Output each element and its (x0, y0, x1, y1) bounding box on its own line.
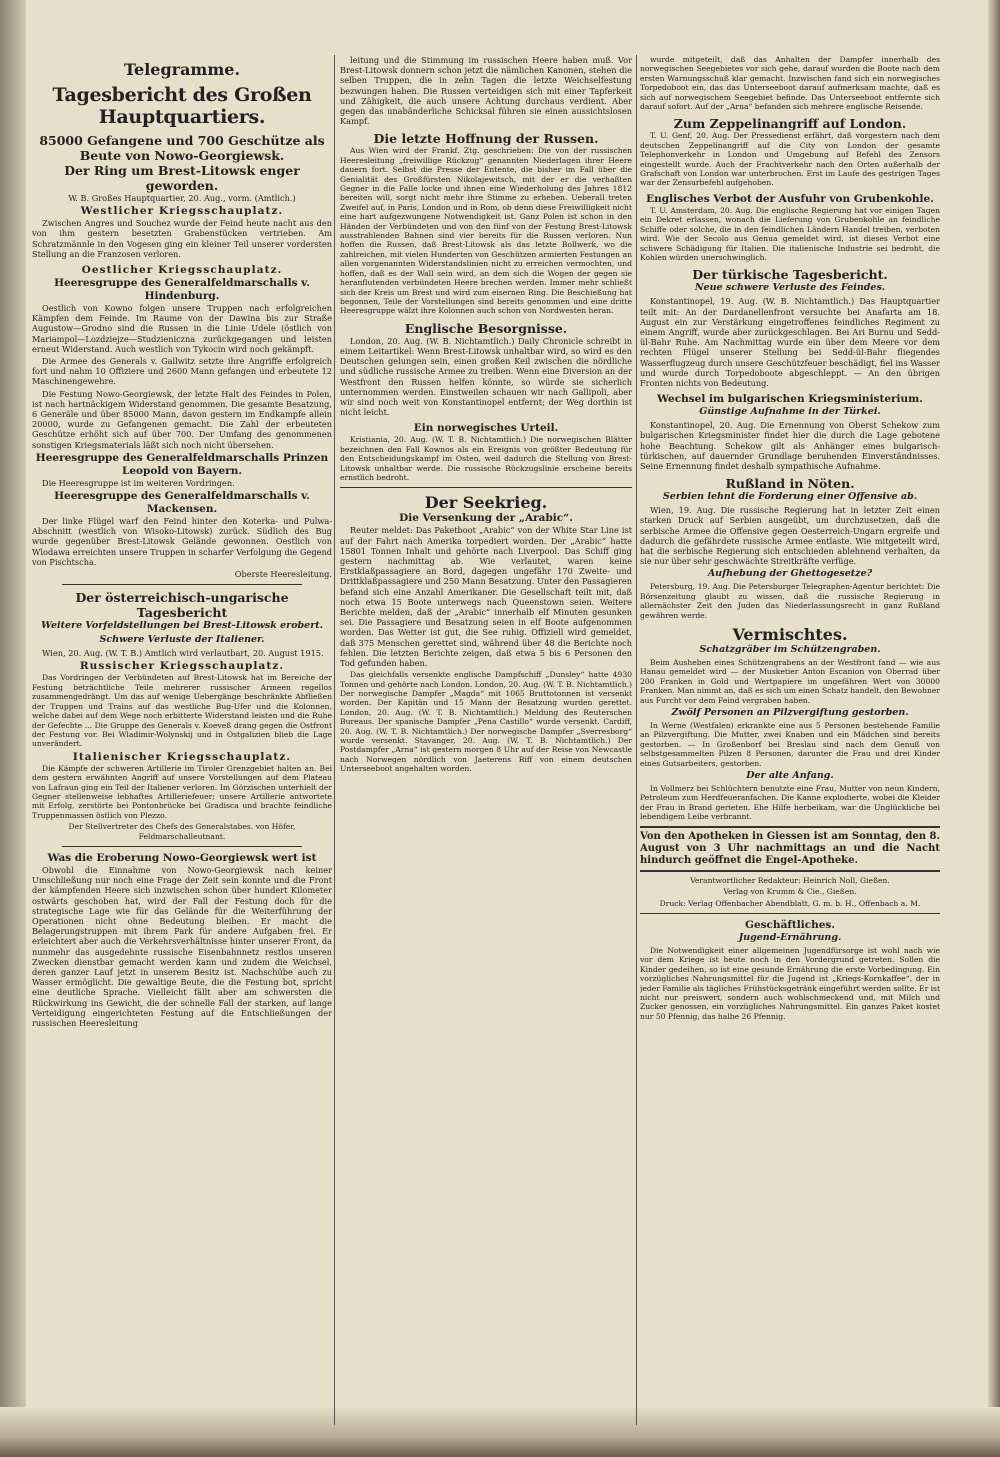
group-heading: Heeresgruppe des Generalfeldmarschalls Prinzen Leopold von Bayern. (35, 451, 329, 477)
subheadline: Neue schwere Verluste des Feindes. (694, 282, 886, 294)
headline: Ein norwegisches Urteil. (413, 422, 559, 435)
section-heading: Westlicher Kriegsschauplatz. (80, 205, 284, 218)
article-text: Konstantinopel, 20. Aug. Die Ernennung von Oberst Schekow zum bulgarischen Kriegsminister findet hier die durch die Lage gebotene hohe Beachtung. Schekow gilt als Anhänger eines bulgarisch-türkischen, auf dauernder Grundlage beruhenden Einverständnisses. Seine Ernennung findet deshalb sympathische Aufnahme. (640, 420, 940, 471)
article-text: In Vollmerz bei Schlüchtern benutzte eine Frau, Mutter von neun Kindern, Petroleum zum Herdfeueranfachen. Die Kanne explodierte, wobei die Kleider der Frau in Brand gerieten. Ehe Hilfe herbeikam, war die Unglückliche bei lebendigem Leibe verbrannt. (640, 784, 940, 822)
section-title: Der Seekrieg. (424, 493, 548, 513)
section-heading: Russischer Kriegsschauplatz. (79, 660, 285, 673)
group-heading: Heeresgruppe des Generalfeldmarschalls v. Hindenburg. (54, 277, 310, 303)
article-text: Zwischen Angres und Souchez wurde der Feind heute nacht aus den von ihm gestern besetzten Grabenstücken vertrieben. Am Schratzmännle in den Vogesen ging ein kleiner Teil unserer vordersten Stellung an die Franzosen verloren. (32, 218, 332, 259)
article-text: Die Heeresgruppe ist im weiteren Vordringen. (42, 477, 235, 488)
article-text: T. U. Amsterdam, 20. Aug. Die englische Regierung hat vor einigen Tagen ein Dekret erlassen, wonach die Lieferung von Grubenkohle an feindliche Schiffe oder solche, die in den feindlichen Ländern Handel treiben, verboten wird. Wie der Secolo aus Genua gemeldet wird, ist dieses Verbot eine schwere Schädigung für Italien. Die italienische Industrie sei bedroht, die Kohlen würden unerschwinglich. (640, 205, 940, 262)
imprint-line: Verlag von Krumm & Cie., Gießen. (723, 887, 857, 897)
page-edge (988, 0, 1000, 1457)
headline: Was die Eroberung Nowo-Georgiewsk wert ist (47, 851, 317, 864)
subheadline: Der Ring um Brest-Litowsk enger geworden. (64, 163, 300, 193)
column-3 (640, 55, 940, 1435)
article-text: T. U. Genf, 20. Aug. Der Pressedienst erfährt, daß vorgestern nach dem deutschen Zeppelinangriff auf die City von London der gesamte Telephonverkehr in London und Umgebung auf Befehl des Zensors eingestellt wurde. Auch der Frachtverkehr nach den Orten außerhalb der Grafschaft von London war unterbrochen. Erst im Laufe des gestrigen Tages war der Zensurbefehl aufgehoben. (640, 131, 940, 188)
article-text: leitung und die Stimmung im russischen Heere haben muß. Vor Brest-Litowsk donnern schon jetzt die nämlichen Kanonen, stehen die selben Truppen, die in zehn Tagen die letzte Weichselfestung bezwungen haben. Die Russen verteidigen sich mit einer Tapferkeit und Zähigkeit, die auch unsere Achtung durchaus verdient. Aber gegen das unabänderliche Schicksal führen sie einen aussichtslosen Kampf. (340, 55, 632, 127)
article-text: Beim Ausheben eines Schützengrabens an der Westfront fand — wie aus Hanau gemeldet wird — der Musketier Anton Escanion von Oberrad über 200 Franken in Gold und Wertpapiere im ungefähren Wert von 30000 Franken. Man nimmt an, daß es sich um einen Schatz handelt, den Bewohner aus Furcht vor dem Feind vergraben haben. (640, 658, 940, 705)
imprint-line: Druck: Verlag Offenbacher Abendblatt, G. m. b. H., Offenbach a. M. (659, 898, 921, 908)
article-text: Der linke Flügel warf den Feind hinter den Koterka- und Pulwa-Abschnitt (westlich von Wisoko-Litowsk) zurück. Südlich des Bug wurde gegenüber Brest-Litowsk Gelände gewonnen. Oestlich von Wlodawa erreichten unsere Truppen in scharfer Verfolgung die Gegend von Pischtscha. (32, 516, 332, 567)
article-text: Die Kämpfe der schweren Artillerie im Tiroler Grenzgebiet halten an. Bei dem gestern erwähnten Angriff auf unsere Vorstellungen auf dem Plateau von Lafraun ging ein Teil der Italiener verloren. Im Görzischen unterhielt der Gegner stellenweise lebhaftes Artilleriefeuer; unsere Artillerie antwortete mit Erfolg, zerstörte bei Pontonbrücke bei Gradisca und brachte feindliche Truppenmassen östlich von Plezzo. (32, 763, 332, 820)
signature: Oberste Heeresleitung. (234, 569, 332, 580)
section-title: Vermischtes. (732, 625, 848, 644)
subheadline: Zwölf Personen an Pilzvergiftung gestorben. (671, 707, 909, 719)
article-text: Petersburg, 19. Aug. Die Petersburger Telegraphen-Agentur berichtet: Die Börsenzeitung glaubt zu wissen, daß die russische Regierung in allernächster Zeit den Juden das Niederlassungsrecht in ganz Rußland gewähren werde. (640, 582, 940, 620)
article-text: Das Vordringen der Verbündeten auf Brest-Litowsk hat im Bereiche der Festung beträchtliche Teile mehrerer russischer Armeen regellos zusammengedrängt. Um das auf wenige Uebergänge beschränkte Abfließen der Truppen und Trains auf das westliche Bug-Ufer und die Kolonnen, welche dabei auf dem Wege noch erbitterte Widerstand leisten und die Ruhe der Gefechte ... Die Gruppe des Generals v. Koeveß drang gegen die Ostfront der Festung vor. Bei Wladimir-Wolynskij und in Ostgalizien blieb die Lage unverändert. (32, 673, 332, 749)
subheadline: Schatzgräber im Schützengraben. (699, 644, 881, 655)
section-title: Telegramme. (123, 60, 241, 79)
column-2 (340, 55, 632, 1445)
section-heading: Italienischer Kriegsschauplatz. (72, 750, 292, 763)
article-text: Die Festung Nowo-Georgiewsk, der letzte Halt des Feindes in Polen, ist nach hartnäckigem Widerstand genommen. Die gesamte Besatzung, 6 Generäle und über 85000 Mann, davon gestern im Endkampfe allein 20000, wurde zu Gefangenen gemacht. Die Zahl der erbeuteten Geschütze erhöht sich auf über 700. Der Umfang des genommenen sonstigen Kriegsmaterials läßt sich noch nicht übersehen. (32, 388, 332, 450)
article-text: Das gleichfalls versenkte englische Dampfschiff „Dunsley“ hatte 4930 Tonnen und gehörte nach London. London, 20. Aug. (W. T. B. Nichtamtlich.) Der norwegische Dampfer „Magda“ mit 1065 Bruttotonnen ist versenkt worden. Der Kapitän und 15 Mann der Besatzung wurden gerettet. London, 20. Aug. (W. T. B. Nichtamtlich.) Meldung des Reuterschen Bureaus. Der spanische Dampfer „Pena Castillo“ wurde versenkt. Cardiff, 20. Aug. (W. T. B. Nichtamtlich.) Der norwegische Dampfer „Sverresborg“ wurde versenkt. Stavanger, 20. Aug. (W. T. B. Nichtamtlich.) Der Postdampfer „Arna“ ist gestern morgen 8 Uhr auf der Reise von Newcastle nach Norwegen nördlich von Jaeterens Riff von einem deutschen Unterseeboot angehalten worden. (340, 670, 632, 774)
headline: Der türkische Tagesbericht. (692, 267, 888, 283)
imprint-line: Verantwortlicher Redakteur: Heinrich Noll, Gießen. (690, 875, 890, 885)
article-text: Wien, 19. Aug. Die russische Regierung hat in letzter Zeit einen starken Druck auf Serbien ausgeübt, um durchzusetzen, daß die serbische Armee die Offensive gegen Oesterreich-Ungarn ergreife und dadurch die gefährdete russische Armee entlaste. Wie mitgeteilt wird, hat die serbische Regierung sich entschieden ablehnend verhalten, da sie nur über sehr geschwächte Streitkräfte verfüge. (640, 505, 940, 567)
subheadline: Schwere Verluste der Italiener. (99, 634, 265, 646)
headline: Englisches Verbot der Ausfuhr von Grubenkohle. (646, 192, 934, 205)
article-text: Aus Wien wird der Frankf. Ztg. geschrieben: Die von der russischen Heeresleitung „freiwillige Rückzug“ genannten Niederlagen ihrer Heere dauern fort. Selbst die Presse der Entente, die bisher im Fall über die Genialität des Großfürsten Nikolajewitsch, mit der er die verhaßten Gegner in die Falle locke und ihnen eine Wiederholung des Jahres 1812 bereiten will, sorgt nicht mehr ihre Stimme zu erheben. Ueberall treten Zweifel auf, in Paris, London und in Rom, ob denn diese Freiwilligkeit nicht eine hart aufgezwungene Notwendigkeit ist. Ganz Polen ist schon in den Händen der Verbündeten und von den fünf von der Festung Brest-Litowsk ausstrahlenden Bahnen sind vier bereits für die Russen verloren. Nun hoffen die Russen, daß Brest-Litowsk als das letzte Bollwerk, wo die zahlreichen, mit vielen Hunderten von Geschützen armierten Festungen an allen vorgenannten Widerstandslinien nicht zu erreichen vermochten, und hoffen, daß es der Wall sein wird, an dem sich die Wogen der gegen sie heranflutenden verbündeten Heere brechen werden. Immer mehr schließt sich der Kreis um Brest und wird zum eisernen Ring. Die Beschießung hat begonnen, Teile der Vorstellungen sind bereits genommen und eine dritte Heeresgruppe wälzt ihre Kolonnen auch schon von Nordwesten heran. (340, 146, 632, 316)
headline: Die letzte Hoffnung der Russen. (373, 131, 599, 147)
article-text: Konstantinopel, 19. Aug. (W. B. Nichtamtlich.) Das Hauptquartier teilt mit: An der Dardanellenfront versuchte bei Anafarta am 18. August ein zur Verstärkung eingetroffenes feindliches Regiment zu einem Angriff, wurde aber zurückgeschlagen. Bei Ari Burnu und Sedd-ül-Bahr Ruhe. Am Nachmittag wurde ein über dem Meere vor dem rechten Flügel unserer Stellung bei Sedd-ül-Bahr fliegendes Wasserflugzeug durch unsere Geschützfeuer beschädigt, fiel ins Wasser und wurde durch Torpedoboote abgeschleppt. — An den übrigen Fronten nichts von Bedeutung. (640, 296, 940, 388)
subheadline: Der alte Anfang. (746, 770, 834, 782)
subheadline: Aufhebung der Ghettogesetze? (707, 568, 873, 580)
section-heading: Geschäftliches. (744, 918, 835, 931)
divider (340, 487, 632, 488)
divider (640, 913, 940, 914)
headline: 85000 Gefangene und 700 Geschütze als Beute von Nowo-Georgiewsk. (39, 133, 325, 163)
article-text: Obwohl die Einnahme von Nowo-Georgiewsk nach keiner Umschließung nur noch eine Frage der Zeit sein konnte und die Front der kämpfenden Heere sich inzwischen schon über hundert Kilometer ostwärts geschoben hat, wird der Fall der Festung doch für die strategische Lage wie für das Gelände für die Weiterführung der Operationen nicht ohne Bedeutung bleiben. Er macht die Belagerungstruppen mit ihrem Park für andere Aufgaben frei. Er erleichtert aber auch die Verkehrsverhältnisse hinter unserer Front, da nunmehr das ausgedehnte russische Eisenbahnnetz restlos unseren Zwecken dienstbar gemacht werden kann und zudem die Weichsel, deren ganzer Lauf jetzt in unserem Besitz ist. Nachschübe auch zu Wasser ermöglicht. Die gewaltige Beute, die die Festung bot, spricht eine deutliche Sprache. Vielleicht fällt aber am schwersten die Rückwirkung ins Gewicht, die der schnelle Fall der starken, auf lange Verteidigung eingerichteten Festung auf die Entschließungen der russischen Heeresleitung (32, 864, 332, 1029)
headline: Rußland in Nöten. (725, 476, 855, 492)
column-rule (334, 55, 335, 1425)
headline: Wechsel im bulgarischen Kriegsministerium. (657, 393, 923, 406)
article-text: Die Armee des Generals v. Gallwitz setzte ihre Angriffe erfolgreich fort und nahm 10 Offiziere und 2600 Mann gefangen und erbeutete 12 Maschinengewehre. (32, 356, 332, 387)
divider (62, 846, 302, 847)
article-text: Kristiania, 20. Aug. (W. T. B. Nichtamtlich.) Die norwegischen Blätter bezeichnen den Fall Kownos als ein Ereignis von größter Bedeutung für den Entscheidungskampf im Osten, weil dadurch die Stellung von Brest-Litowsk unhaltbar werde. Die russische Rückzugslinie erscheine bereits ernstlich bedroht. (340, 435, 632, 482)
divider (62, 584, 302, 585)
dateline: W. B. Großes Hauptquartier, 20. Aug., vorm. (Amtlich.) (68, 193, 296, 203)
article-text: Reuter meldet: Das Paketboot „Arabic“ von der White Star Line ist auf der Fahrt nach Amerika torpediert worden. Der „Arabic“ hatte 15801 Tonnen Inhalt und gehörte nach Liverpool. Das Schiff ging gestern nachmittag ab. Wie verlautet, waren keine Erstklaßpassagiere an Bord, dagegen ungefähr 170 Zweite- und Drittklaßpassagiere und 250 Mann Besatzung. Unter den Passagieren befand sich eine Anzahl Amerikaner. Die Gesellschaft teilt mit, daß noch etwa 15 Boote unterwegs nach Queenstown seien. Weitere Berichte melden, daß der „Arabic“ innerhalb elf Minuten gesunken sei. Die Passagiere und Besatzung seien in elf Boote aufgenommen worden. Das Wetter ist gut, die See ruhig. Offiziell wird gemeldet, daß 375 Menschen gerettet sind, während über 48 die Berichte noch fehlen. Die letzten Berichte zeigen, daß etwa 5 bis 6 Personen den Tod gefunden haben. (340, 525, 632, 669)
subheadline: Jugend-Ernährung. (738, 931, 842, 943)
headline: Die Versenkung der „Arabic“. (399, 512, 573, 525)
subheadline: Günstige Aufnahme in der Türkei. (699, 406, 881, 418)
signature: Der Stellvertreter des Chefs des Generalstabes. von Höfer, Feldmarschalleutnant. (68, 822, 296, 841)
headline: Tagesbericht des Großen Hauptquartiers. (52, 84, 312, 128)
headline: Der österreichisch-ungarische Tagesbericht (75, 590, 289, 621)
group-heading: Heeresgruppe des Generalfeldmarschalls v. Mackensen. (54, 490, 310, 516)
article-text: wurde mitgeteilt, daß das Anhalten der Dampfer innerhalb des norwegischen Seegebietes vor sich gehe, darauf wurden die Boote nach dem ersten Warnungsschuß klar gemacht. Inzwischen fand sich ein norwegisches Torpedoboot ein, das das Unterseeboot darauf aufmerksam machte, daß es sich auf norwegischem Seegebiet befinde. Das Unterseeboot entfernte sich darauf sofort. Auf der „Arna“ befanden sich mehrere englische Reisende. (640, 55, 940, 112)
article-text: Die Notwendigkeit einer allgemeinen Jugendfürsorge ist wohl nach wie vor dem Kriege ist heute noch in den Vordergrund getreten. Sollen die Kinder gedeihen, so ist eine gesunde Ernährung die erste Vorbedingung. Ein vorzügliches Nahrungsmittel für die Jugend ist „Kriegs-Kornkaffee“, der in jeder Familie als tägliches Frühstücksgetränk eingeführt werden sollte. Er ist nicht nur preiswert, sondern auch wohlschmeckend und, mit Milch und Zucker genossen, ein vorzügliches Nahrungsmittel. Ein ganzes Paket kostet nur 50 Pfennig, das halbe 26 Pfennig. (640, 945, 940, 1021)
dateline: Wien, 20. Aug. (W. T. B.) Amtlich wird verlautbart, 20. August 1915. (42, 648, 324, 659)
binding-edge (0, 0, 26, 1457)
subheadline: Weitere Vorfeldstellungen bei Brest-Litowsk erobert. (41, 620, 323, 632)
article-text: In Werne (Westfalen) erkrankte eine aus 5 Personen bestehende Familie an Pilzvergiftung. Die Mutter, zwei Knaben und ein Mädchen sind bereits gestorben. — In Großenborf bei Breslau sind nach dem Genuß von selbstgesammelten Pilzen 8 Personen, darunter die Frau und drei Kinder eines Gutsarbeiters, gestorben. (640, 721, 940, 768)
headline: Zum Zeppelinangriff auf London. (673, 116, 907, 132)
column-1 (32, 60, 332, 1445)
article-text: Oestlich von Kowno folgen unsere Truppen nach erfolgreichen Kämpfen dem Feinde. Im Raume von der Dawina bis zur Straße Augustow—Grodno sind die Russen in die Linie Udele (östlich von Mariampol—Lozdziejze—Studzieniczna zurückgegangen und leisten erneut Widerstand. Auch westlich von Tykocin wird noch gekämpft. (32, 303, 332, 354)
column-rule (636, 55, 637, 1425)
headline: Englische Besorgnisse. (404, 320, 568, 336)
subheadline: Serbien lehnt die Forderung einer Offensive ab. (662, 491, 918, 503)
section-heading: Oestlicher Kriegsschauplatz. (81, 264, 283, 277)
pharmacy-notice: Von den Apotheken in Giessen ist am Sonntag, den 8. August von 3 Uhr nachmittags an und die Nacht hindurch geöffnet die Engel-Apotheke. (640, 826, 940, 872)
article-text: London, 20. Aug. (W. B. Nichtamtlich.) Daily Chronicle schreibt in einem Leitartikel: Wenn Brest-Litowsk unhaltbar wird, so wird es den Deutschen gelungen sein, einen großen Keil zwischen die nördliche und südliche russische Armee zu treiben. Wenn eine Diversion an der Westfront den Russen helfen könnte, so würde sie sicherlich unternommen werden. Einstweilen schauen wir nach Gallipoli, aber wir sind noch weit von Konstantinopel entfernt; der Weg dorthin ist nicht leicht. (340, 335, 632, 418)
